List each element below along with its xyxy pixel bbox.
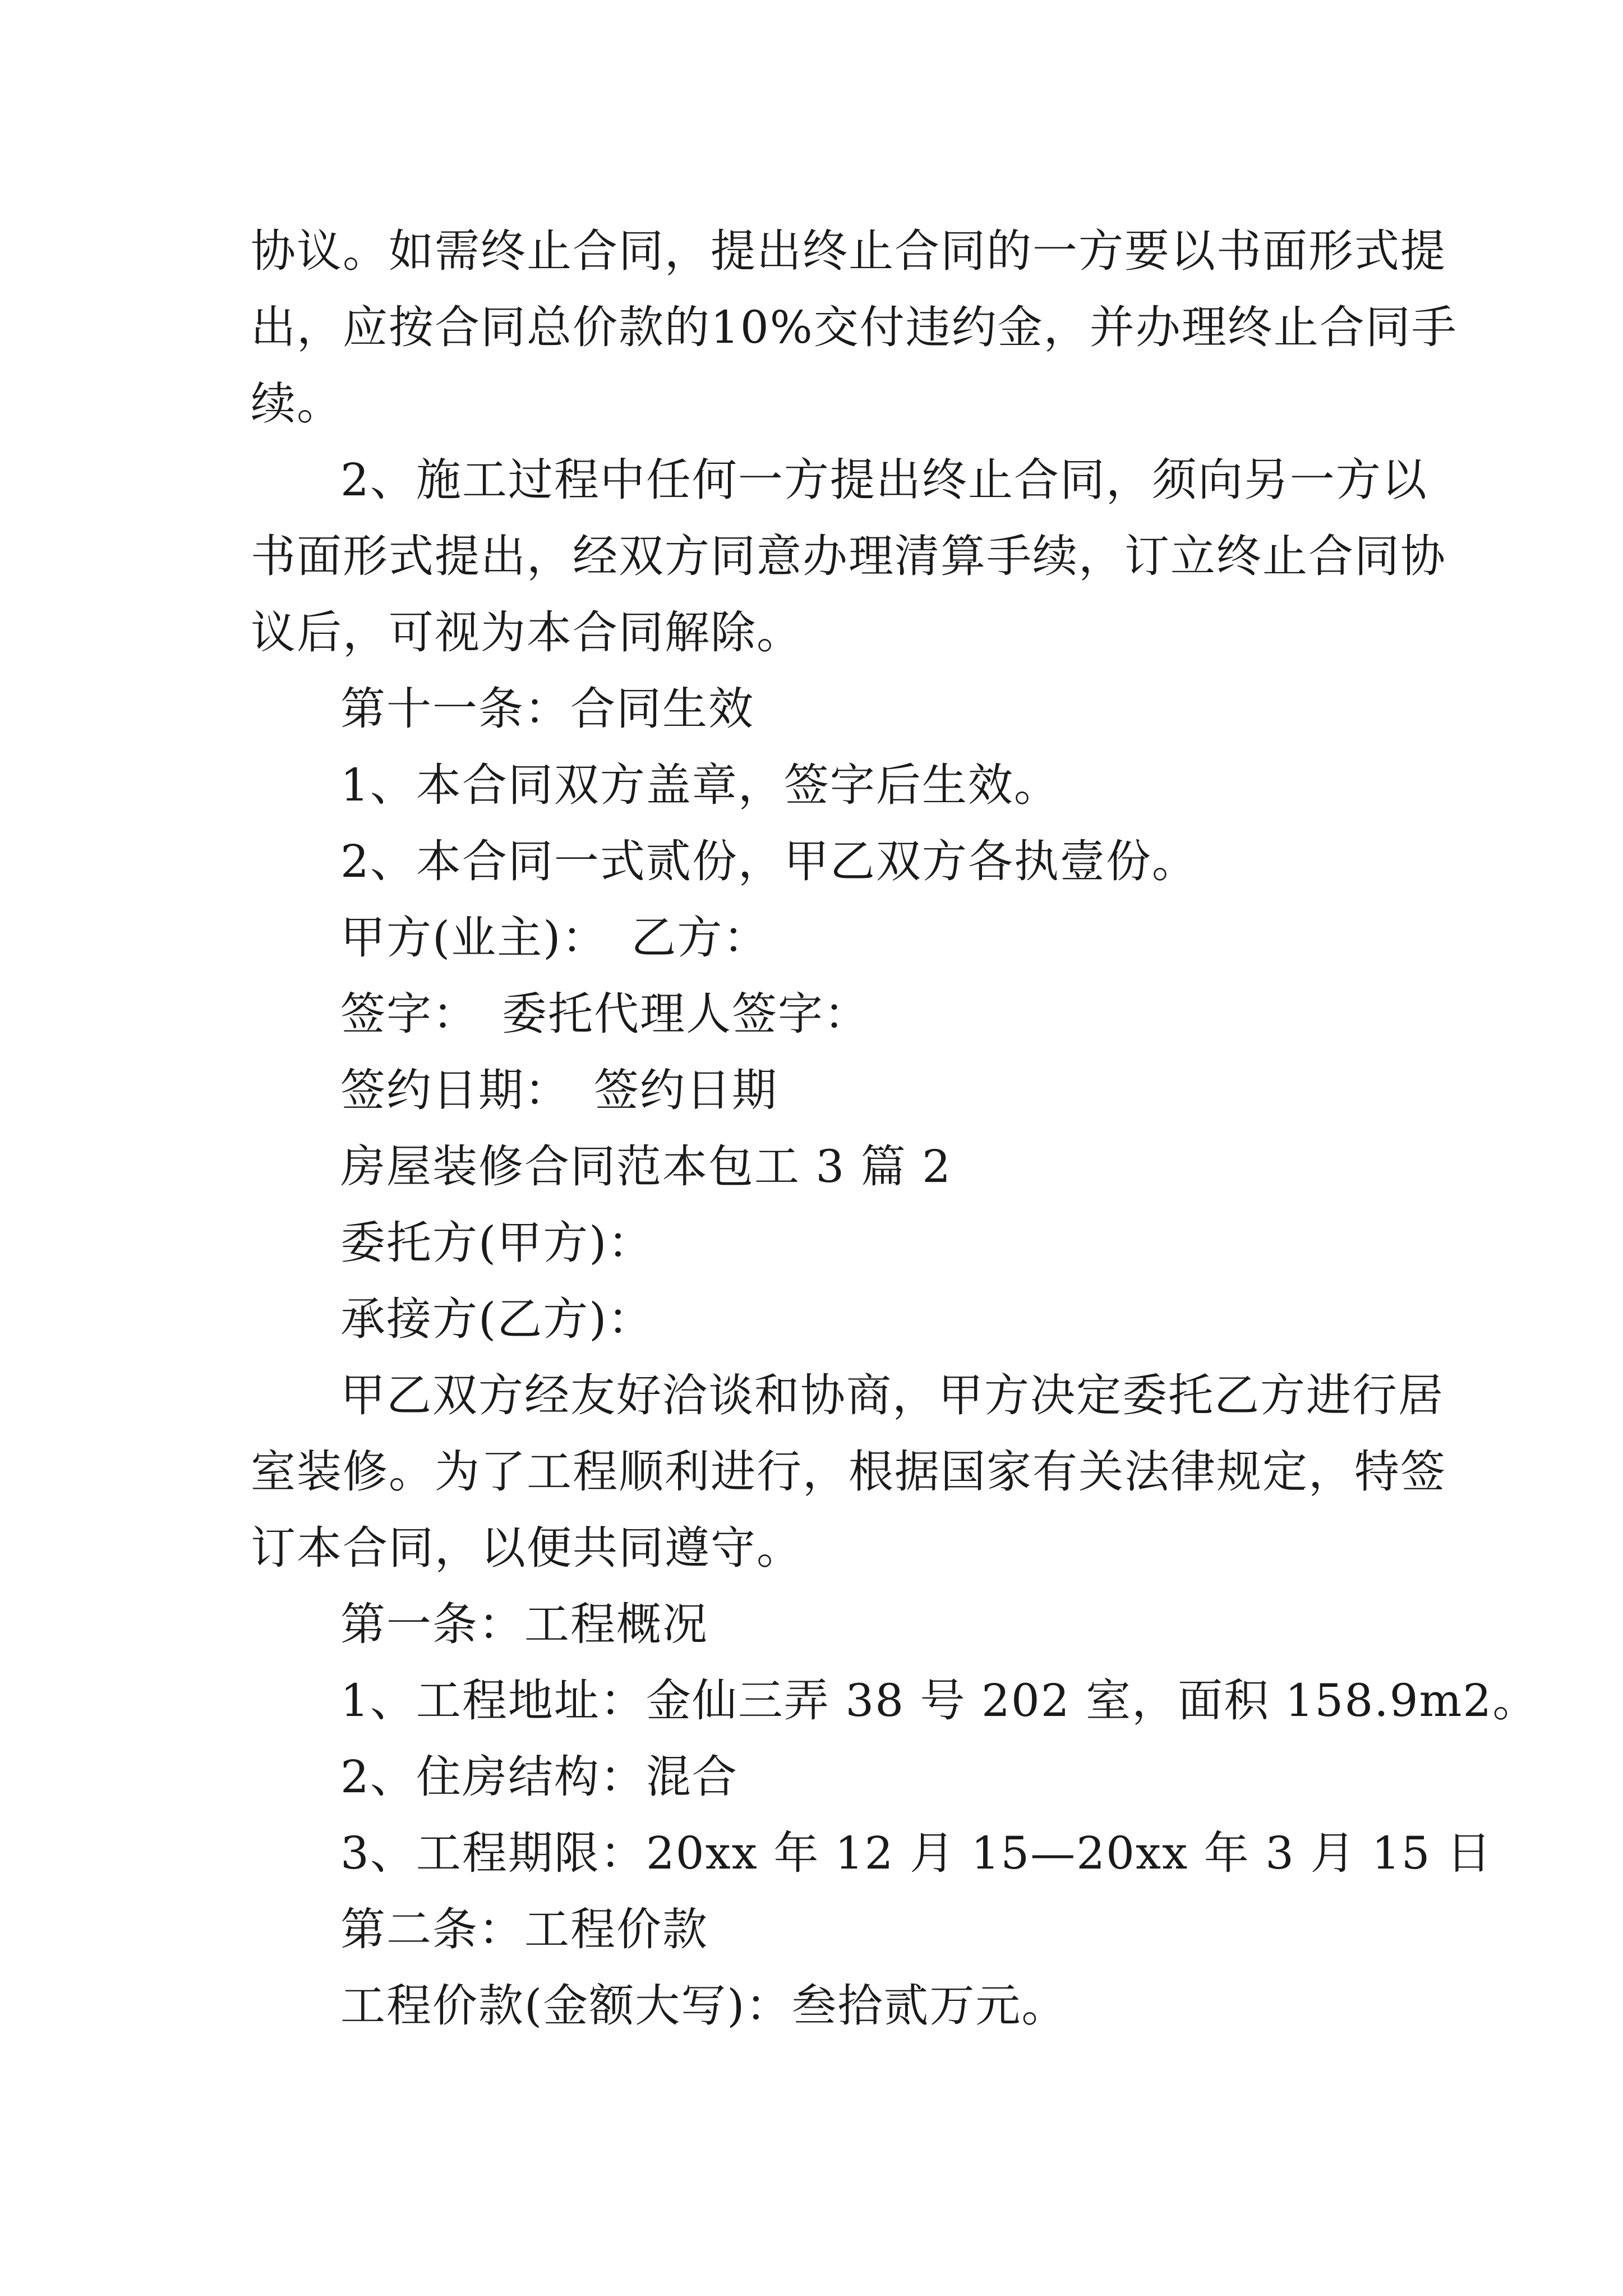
text-line-2: 出，应按合同总价款的10%交付违约金，并办理终止合同手 xyxy=(251,301,1458,353)
text-line-9: 2、本合同一式贰份，甲乙双方各执壹份。 xyxy=(340,835,1198,887)
section-heading-2: 第二条：工程价款 xyxy=(340,1903,708,1955)
party-line: 甲方(业主)： 乙方： xyxy=(340,912,769,964)
text-line-5: 书面形式提出，经双方同意办理清算手续，订立终止合同协 xyxy=(251,530,1446,582)
text-line-1: 协议。如需终止合同，提出终止合同的一方要以书面形式提 xyxy=(251,225,1446,277)
document-title: 房屋装修合同范本包工 3 篇 2 xyxy=(340,1140,952,1193)
date-line: 签约日期： 签约日期 xyxy=(340,1064,778,1116)
text-line-20: 1、工程地址：金仙三弄 38 号 202 室，面积 158.9m2。 xyxy=(340,1674,1539,1727)
text-line-21: 2、住房结构：混合 xyxy=(340,1751,738,1803)
text-line-16: 甲乙双方经友好洽谈和协商，甲方决定委托乙方进行居 xyxy=(340,1369,1444,1421)
signature-line: 签字： 委托代理人签字： xyxy=(340,988,870,1040)
text-line-18: 订本合同，以便共同遵守。 xyxy=(251,1522,803,1574)
text-line-22: 3、工程期限：20xx 年 12 月 15—20xx 年 3 月 15 日 xyxy=(340,1827,1493,1879)
text-line-24: 工程价款(金额大写)：叁拾贰万元。 xyxy=(340,1980,1068,2032)
section-heading-11: 第十一条：合同生效 xyxy=(340,683,754,735)
section-heading-1: 第一条：工程概况 xyxy=(340,1598,708,1650)
client-party-line: 委托方(甲方)： xyxy=(340,1217,654,1269)
document-page xyxy=(251,213,1539,2044)
text-line-17: 室装修。为了工程顺利进行，根据国家有关法律规定，特签 xyxy=(251,1446,1446,1498)
text-line-4: 2、施工过程中任何一方提出终止合同，须向另一方以 xyxy=(340,454,1428,506)
text-line-3: 续。 xyxy=(251,378,343,430)
contractor-party-line: 承接方(乙方)： xyxy=(340,1293,654,1345)
text-line-6: 议后，可视为本合同解除。 xyxy=(251,606,803,659)
text-line-8: 1、本合同双方盖章，签字后生效。 xyxy=(340,759,1060,811)
